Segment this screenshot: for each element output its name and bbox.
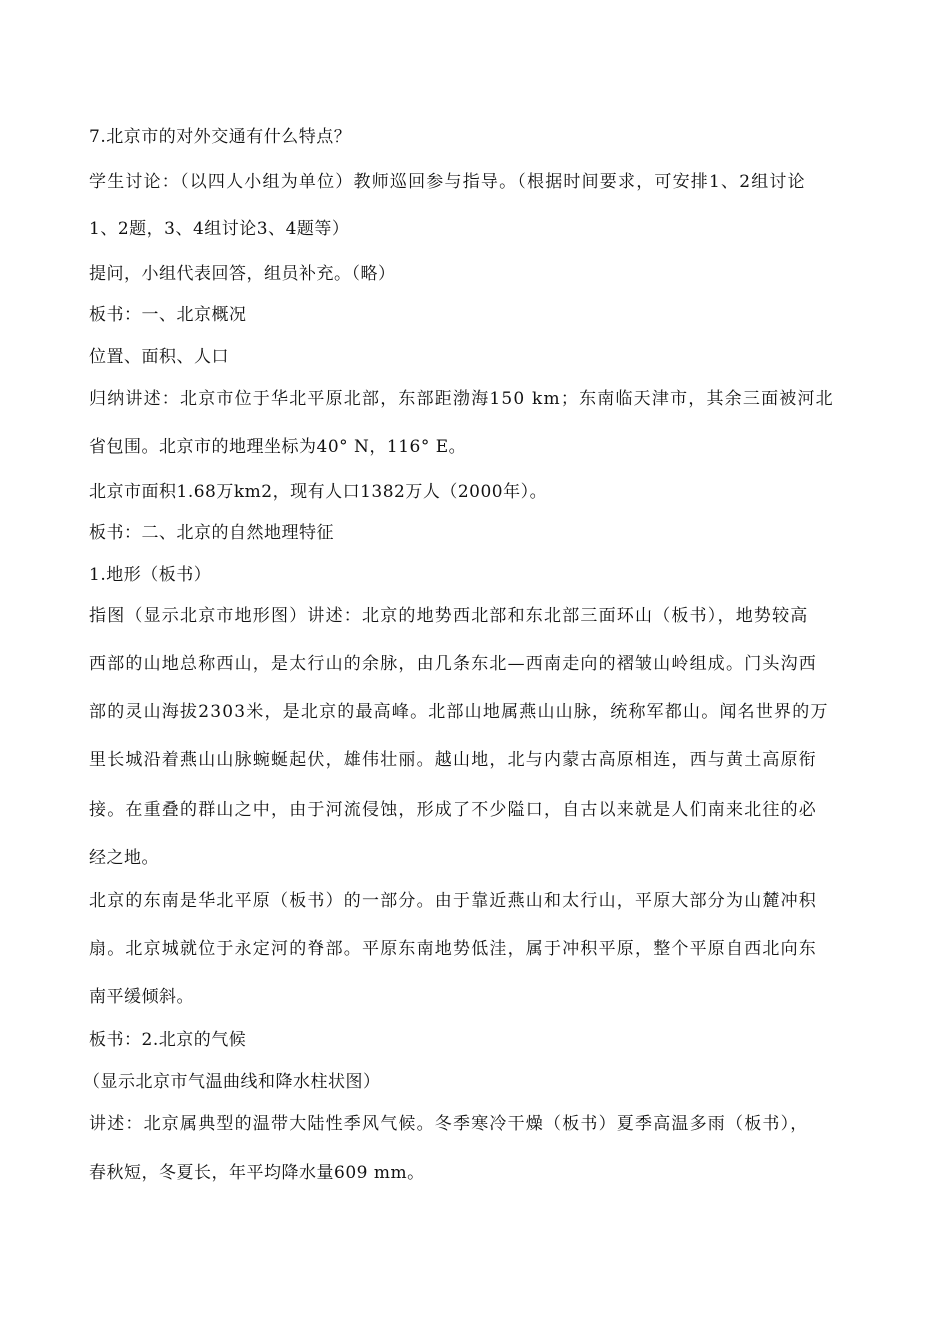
text-line-terrain-4: 里长城沿着燕山山脉蜿蜒起伏，雄伟壮丽。越山地，北与内蒙古高原相连，西与黄土高原衔 — [89, 750, 817, 770]
text-line-plain-3: 南平缓倾斜。 — [89, 987, 194, 1007]
text-line-summary-location: 归纳讲述：北京市位于华北平原北部，东部距渤海150 km；东南临天津市，其余三面被河北 — [89, 389, 834, 409]
text-line-terrain-2: 西部的山地总称西山，是太行山的余脉，由几条东北—西南走向的褶皱山岭组成。门头沟西 — [89, 654, 817, 674]
text-line-terrain-5: 接。在重叠的群山之中，由于河流侵蚀，形成了不少隘口，自古以来就是人们南来北往的必 — [89, 800, 817, 820]
text-line-board-heading-1: 板书：一、北京概况 — [89, 305, 247, 325]
text-line-terrain-3: 部的灵山海拔2303米，是北京的最高峰。北部山地属燕山山脉，统称军都山。闻名世界的万 — [89, 702, 829, 722]
text-line-question-7: 7.北京市的对外交通有什么特点？ — [89, 127, 352, 147]
text-line-climate-chart-note: （显示北京市气温曲线和降水柱状图） — [83, 1072, 381, 1092]
text-line-terrain-1: 指图（显示北京市地形图）讲述：北京的地势西北部和东北部三面环山（板书），地势较高 — [89, 606, 809, 626]
text-line-location-area-population: 位置、面积、人口 — [89, 347, 229, 367]
text-line-board-climate: 板书：2.北京的气候 — [89, 1030, 247, 1050]
text-line-questioning: 提问，小组代表回答，组员补充。（略） — [89, 264, 396, 284]
text-line-plain-1: 北京的东南是华北平原（板书）的一部分。由于靠近燕山和太行山，平原大部分为山麓冲积 — [89, 891, 817, 911]
text-line-plain-2: 扇。北京城就位于永定河的脊部。平原东南地势低洼，属于冲积平原，整个平原自西北向东 — [89, 939, 817, 959]
text-line-student-discussion: 学生讨论：（以四人小组为单位）教师巡回参与指导。（根据时间要求，可安排1、2组讨论 — [89, 172, 806, 192]
text-line-climate-2: 春秋短，冬夏长，年平均降水量609 mm。 — [89, 1163, 425, 1183]
text-line-climate-1: 讲述：北京属典型的温带大陆性季风气候。冬季寒冷干燥（板书）夏季高温多雨（板书）， — [89, 1114, 809, 1134]
text-line-area-population: 北京市面积1.68万km2，现有人口1382万人（2000年）。 — [89, 482, 548, 502]
text-line-terrain-heading: 1.地形（板书） — [89, 565, 212, 585]
text-line-board-heading-2: 板书：二、北京的自然地理特征 — [89, 523, 334, 543]
text-line-coordinates: 省包围。北京市的地理坐标为40° N，116° E。 — [89, 437, 467, 457]
text-line-terrain-6: 经之地。 — [89, 848, 159, 868]
text-line-discussion-continued: 1、2题，3、4组讨论3、4题等） — [89, 219, 350, 239]
